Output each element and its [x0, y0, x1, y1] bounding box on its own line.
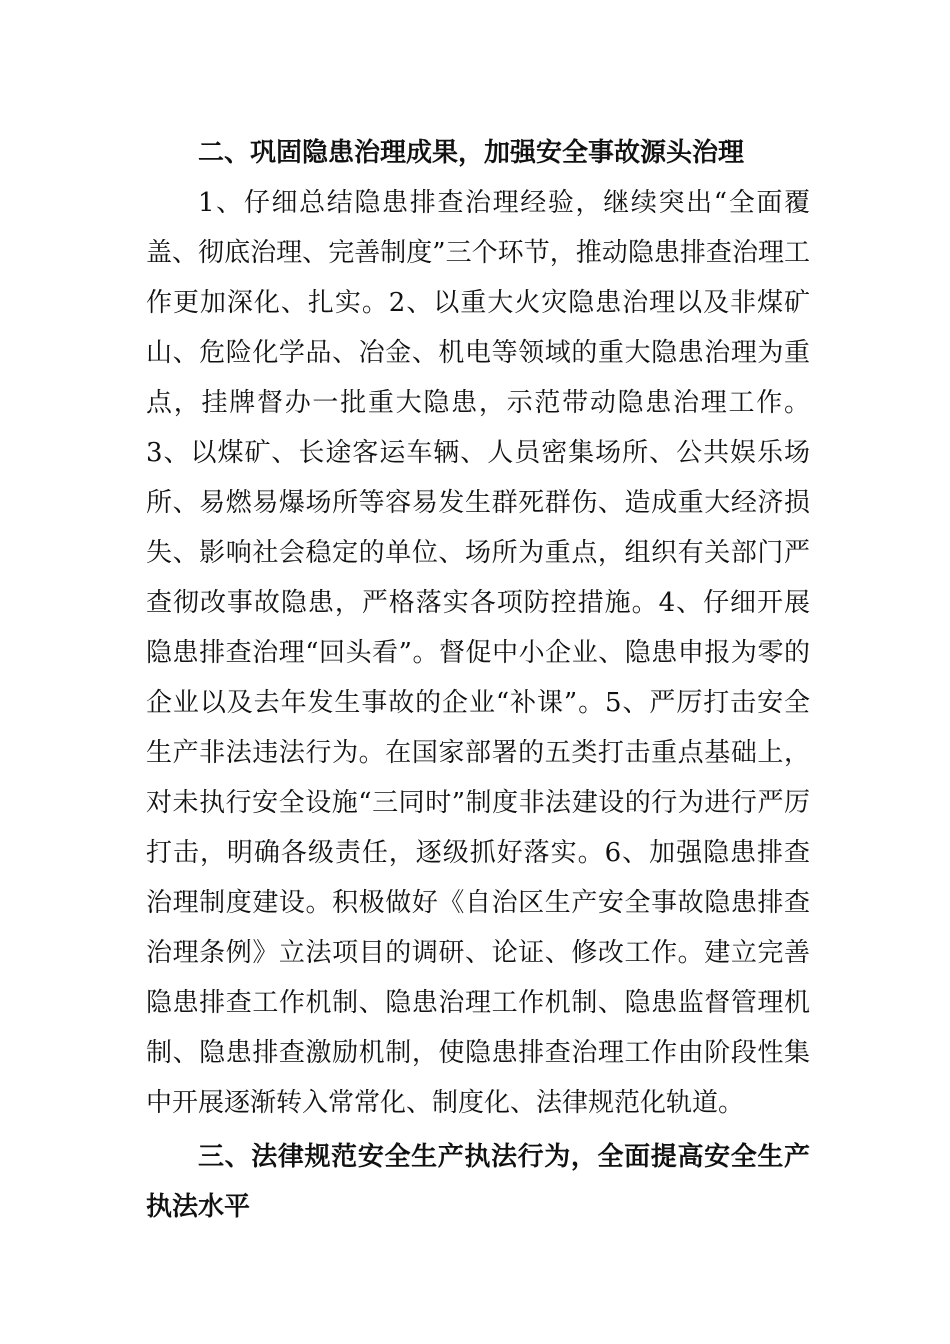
document-content: [146, 128, 810, 1232]
section-three-heading: 三、法律规范安全生产执法行为，全面提高安全生产执法水平: [146, 1142, 810, 1222]
section-two-heading: 二、巩固隐患治理成果，加强安全事故源头治理: [198, 138, 745, 168]
section-two-body: 1、仔细总结隐患排查治理经验，继续突出“全面覆盖、彻底治理、完善制度”三个环节，推动隐患排查治理工作更加深化、扎实。2、以重大火灾隐患治理以及非煤矿山、危险化学品、冶金、机电等领域的重大隐患治理为重点，挂牌督办一批重大隐患，示范带动隐患治理工作。3、以煤矿、长途客运车辆、人员密集场所、公共娱乐场所、易燃易爆场所等容易发生群死群伤、造成重大经济损失、影响社会稳定的单位、场所为重点，组织有关部门严查彻改事故隐患，严格落实各项防控措施。4、仔细开展隐患排查治理“回头看”。督促中小企业、隐患申报为零的企业以及去年发生事故的企业“补课”。5、严厉打击安全生产非法违法行为。在国家部署的五类打击重点基础上，对未执行安全设施“三同时”制度非法建设的行为进行严厉打击，明确各级责任，逐级抓好落实。6、加强隐患排查治理制度建设。积极做好《自治区生产安全事故隐患排查治理条例》立法项目的调研、论证、修改工作。建立完善隐患排查工作机制、隐患治理工作机制、隐患监督管理机制、隐患排查激励机制，使隐患排查治理工作由阶段性集中开展逐渐转入常常化、制度化、法律规范化轨道。: [146, 188, 810, 1118]
